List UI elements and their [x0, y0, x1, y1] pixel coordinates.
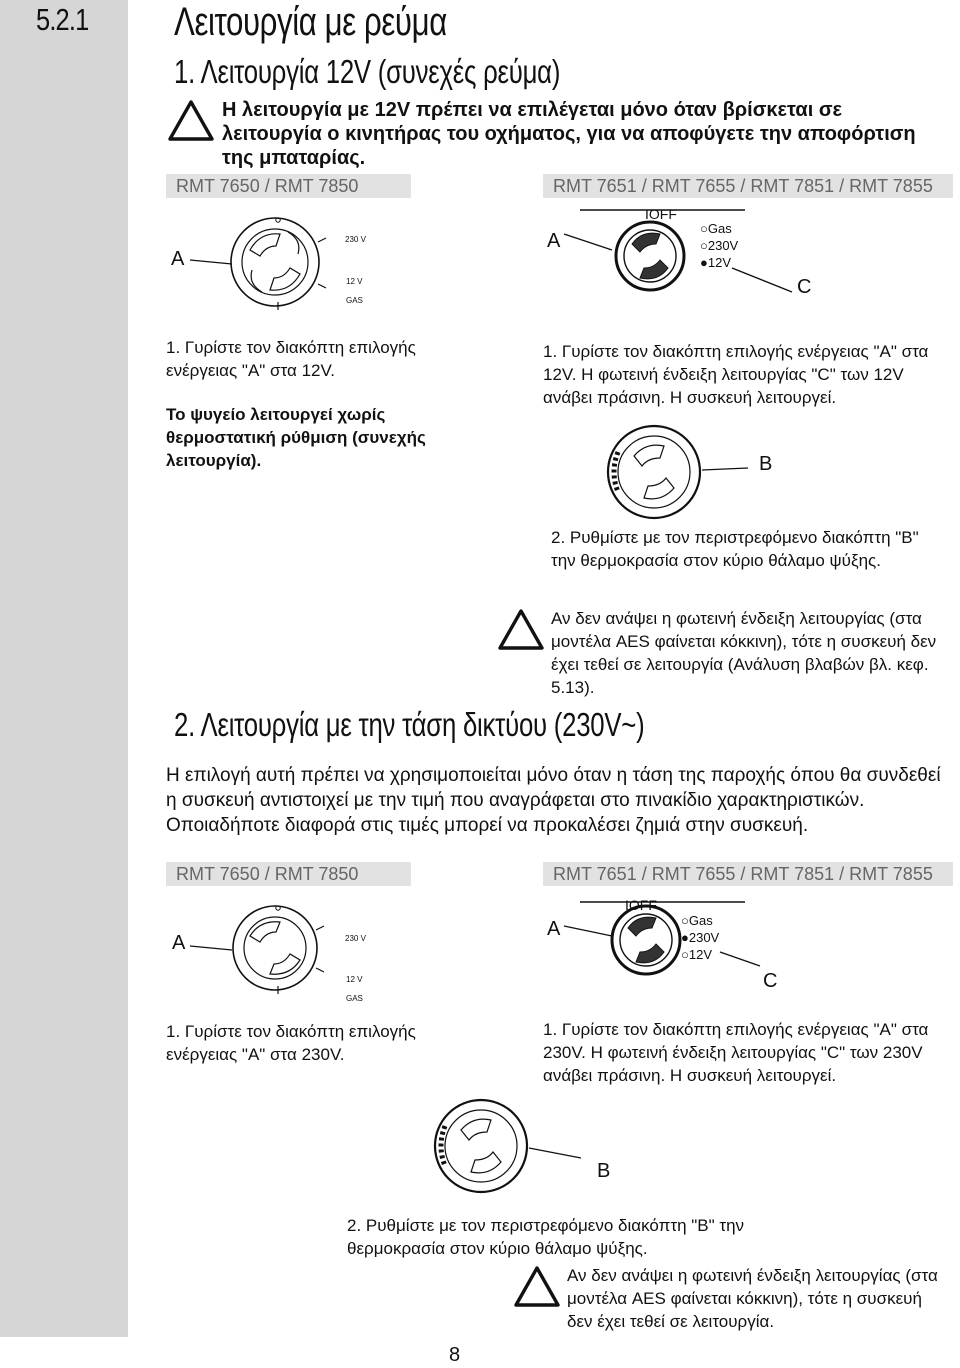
part2-label-gas-left: GAS [346, 994, 363, 1003]
part2-label-b: B [597, 1160, 611, 1182]
part2-label-a-left: A [172, 932, 186, 954]
part1-label-a-right: A [547, 230, 561, 252]
part2-label-off: IOFF [625, 897, 657, 913]
part1-heading: 1. Λειτουργία 12V (συνεχές ρεύμα) [174, 53, 561, 90]
page-number: 8 [449, 1344, 461, 1366]
indicator-off-icon: ○ [681, 913, 689, 928]
part1-indicator-gas: ○Gas [700, 221, 732, 236]
part1-left-note: Το ψυγείο λειτουργεί χωρίς θερμοστατική ρύθμιση (συνεχής λειτουργία). [166, 405, 426, 470]
part2-indicator-230v: ●230V [681, 930, 720, 945]
section-title: Λειτουργία με ρεύμα [174, 0, 447, 44]
energy-selector-dial-right [560, 206, 820, 296]
thermostat-knob [598, 422, 778, 522]
part1-label-230v-left: 230 V [345, 235, 366, 244]
part1-indicator-list [700, 220, 738, 271]
part1-indicator-230v: ○230V [700, 238, 739, 253]
part2-indicator-gas: ○Gas [681, 913, 713, 928]
part1-label-12v-left: 12 V [346, 277, 363, 286]
part2-label-c: C [763, 970, 778, 992]
section-number: 5.2.1 [36, 2, 89, 37]
indicator-off-icon: ○ [700, 238, 708, 253]
energy-selector-dial-left [190, 212, 350, 312]
part2-models-right: RMT 7651 / RMT 7655 / RMT 7851 / RMT 7855 [543, 862, 953, 886]
indicator-on-icon: ● [700, 255, 708, 270]
part1-indicator-12v: ●12V [700, 255, 731, 270]
part1-label-a-left: A [171, 248, 185, 270]
thermostat-knob [425, 1096, 625, 1196]
margin-band [0, 0, 128, 1337]
part1-warning2: Αν δεν ανάψει η φωτεινή ένδειξη λειτουργίας (στα μοντέλα AES φαίνεται κόκκινη), τότε η συσκευή δεν έχει τεθεί σε λειτουργία (Ανάλυση βλαβών βλ. κεφ. 5.13). [551, 609, 937, 697]
part1-label-gas-left: GAS [346, 296, 363, 305]
part2-right-step1: 1. Γυρίστε τον διακόπτη επιλογής ενέργειας "A" στα 230V. Η φωτεινή ένδειξη λειτουργίας "C" των 230V ανάβει πράσινη. Η συσκευή λειτουργεί. [543, 1020, 929, 1085]
energy-selector-dial-left [190, 898, 350, 998]
part2-intro: Η επιλογή αυτή πρέπει να χρησιμοποιείται μόνο όταν η τάση της παροχής όπου θα συνδεθεί η συσκευή αντιστοιχεί με την τιμή που αναγράφεται στο πινακίδιο χαρακτηριστικών. Οποιαδήποτε διαφορά στις τιμές μπορεί να προκαλέσει ζημιά στην συσκευή. [166, 765, 941, 836]
part1-right-step1: 1. Γυρίστε τον διακόπτη επιλογής ενέργειας "A" στα 12V. Η φωτεινή ένδειξη λειτουργίας "C" των 12V ανάβει πράσινη. Η συσκευή λειτουργεί. [543, 342, 929, 407]
part2-indicator-list [681, 912, 719, 963]
indicator-on-icon: ● [681, 930, 689, 945]
part2-label-230v-left: 230 V [345, 934, 366, 943]
warning-icon [168, 99, 214, 141]
part2-indicator-12v: ○12V [681, 947, 712, 962]
part2-models-left: RMT 7650 / RMT 7850 [166, 862, 411, 886]
part1-models-right: RMT 7651 / RMT 7655 / RMT 7851 / RMT 7855 [543, 174, 953, 198]
part2-label-a-right: A [547, 918, 561, 940]
part1-left-step: 1. Γυρίστε τον διακόπτη επιλογής ενέργειας "A" στα 12V. [166, 338, 416, 380]
part1-right-step2: 2. Ρυθμίστε με τον περιστρεφόμενο διακόπτη "B" την θερμοκρασία στον κύριο θάλαμο ψύξης. [551, 528, 919, 570]
part1-label-off: IOFF [645, 206, 677, 222]
part2-label-12v-left: 12 V [346, 975, 363, 984]
warning-icon [498, 608, 544, 650]
part1-warning: Η λειτουργία με 12V πρέπει να επιλέγεται μόνο όταν βρίσκεται σε λειτουργία ο κινητήρας του οχήματος, για να αποφύγετε την αποφόρτιση της μπαταρίας. [222, 99, 916, 169]
warning-icon [514, 1265, 560, 1307]
part2-warning: Αν δεν ανάψει η φωτεινή ένδειξη λειτουργίας (στα μοντέλα AES φαίνεται κόκκινη), τότε η συσκευή δεν έχει τεθεί σε λειτουργία. [567, 1266, 938, 1331]
part2-left-step: 1. Γυρίστε τον διακόπτη επιλογής ενέργειας "A" στα 230V. [166, 1022, 416, 1064]
part2-heading: 2. Λειτουργία με την τάση δικτύου (230V~) [174, 706, 645, 743]
part1-label-b: B [759, 453, 773, 475]
part1-models-left: RMT 7650 / RMT 7850 [166, 174, 411, 198]
indicator-off-icon: ○ [681, 947, 689, 962]
part2-step2: 2. Ρυθμίστε με τον περιστρεφόμενο διακόπτη "B" την θερμοκρασία στον κύριο θάλαμο ψύξης. [347, 1216, 745, 1258]
indicator-off-icon: ○ [700, 221, 708, 236]
part1-label-c: C [797, 276, 812, 298]
